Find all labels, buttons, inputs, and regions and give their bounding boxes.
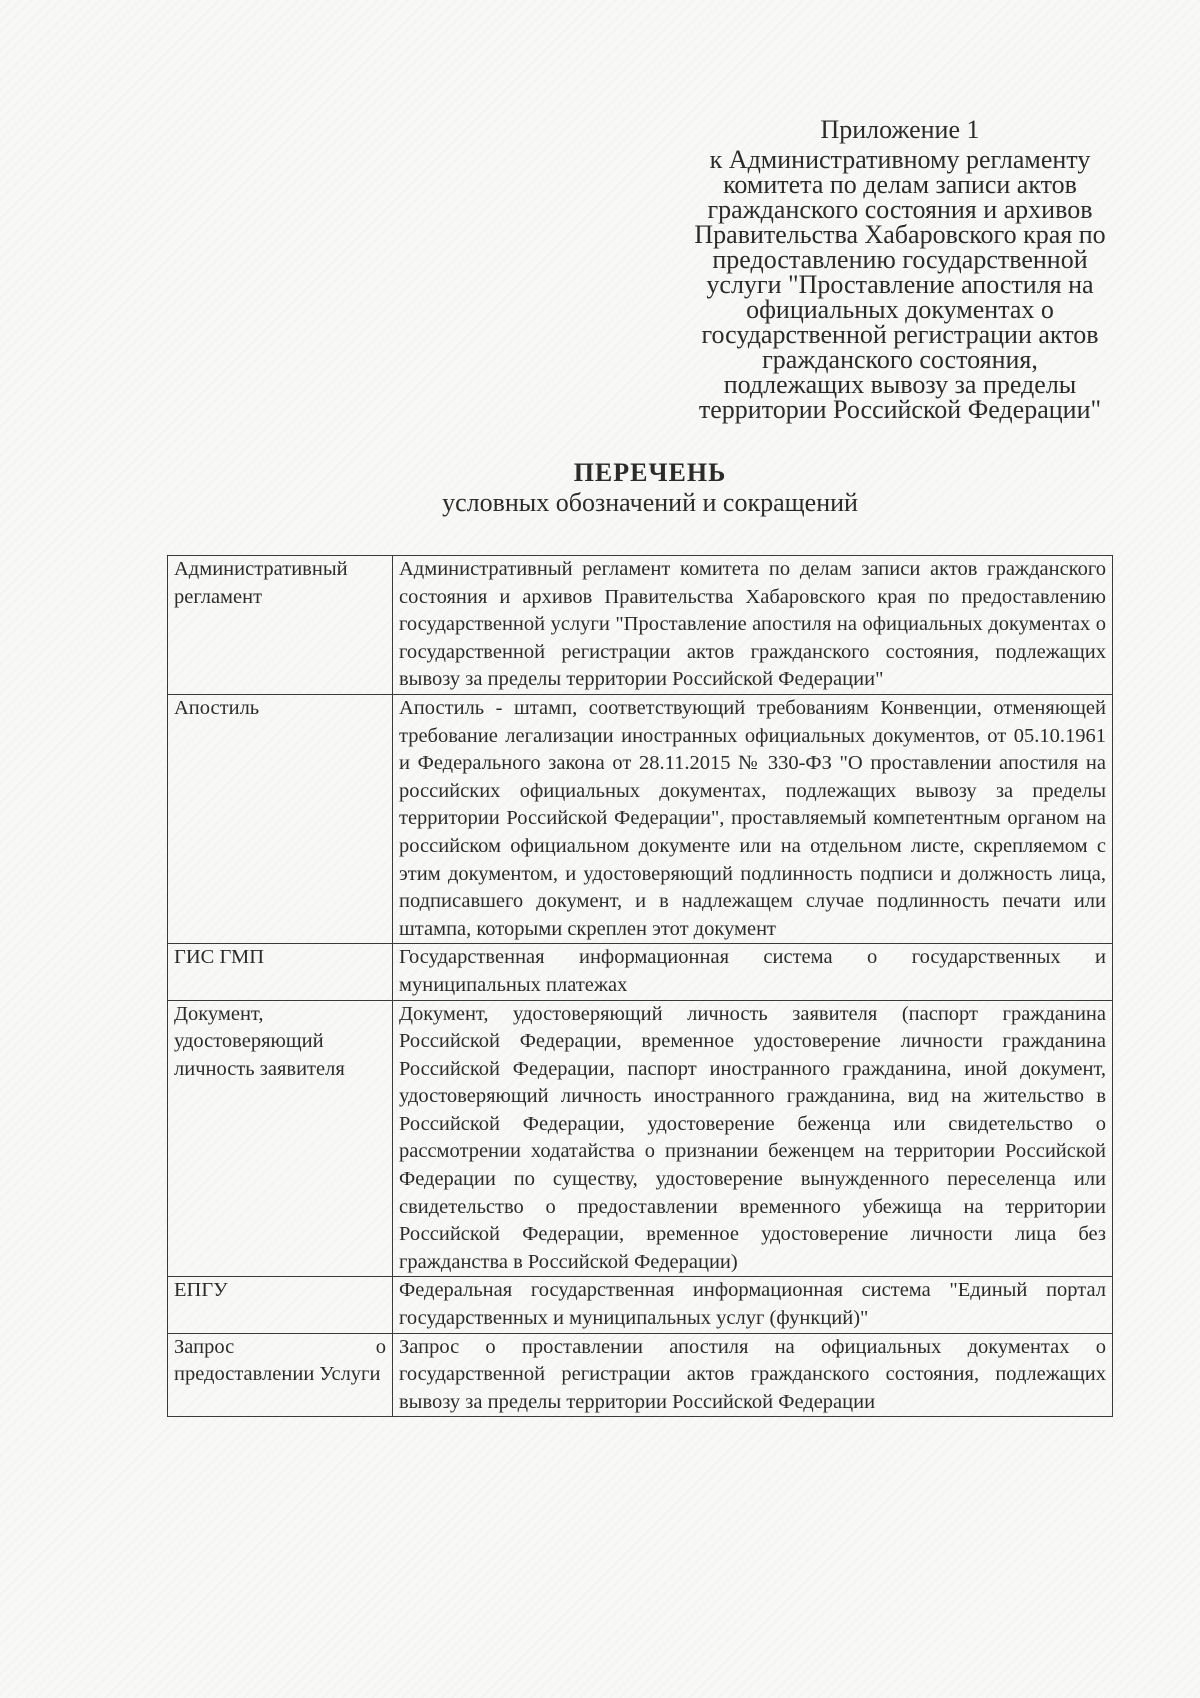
appendix-number: Приложение 1 — [820, 115, 980, 144]
definition-cell: Апостиль - штамп, соответствующий требованиям Конвенции, отменяющей требование легализации иностранных официальных документов, от 05.10.1961 и Федерального закона от 28.11.2015 № 330-ФЗ "О проставлении апостиля на российских официальных документах, подлежащих вывозу за пределы территории Российской Федерации", проставляемый компетентным органом на российском официальном документе или на отдельном листе, скрепляемом с этим документом, и удостоверяющий подлинность подписи и должность лица, подписавшего документ, и в надлежащем случае подлинность печати или штампа, которыми скреплен этот документ — [393, 694, 1113, 943]
appendix-line: территории Российской Федерации" — [698, 395, 1102, 424]
appendix-line: государственной регистрации актов — [701, 320, 1099, 349]
appendix-line: гражданского состояния и архивов — [707, 195, 1093, 224]
definition-cell: Административный регламент комитета по делам записи актов гражданского состояния и архивов Правительства Хабаровского края по предоставлению государственной услуги "Проставление апостиля на официальных документах о государственной регистрации актов гражданского состояния, подлежащих вывозу за пределы территории Российской Федерации" — [393, 556, 1113, 695]
appendix-block — [660, 117, 1140, 422]
definition-cell: Федеральная государственная информационная система "Единый портал государственных и муниципальных услуг (функций)" — [393, 1277, 1113, 1333]
document-title: ПЕРЕЧЕНЬ — [573, 458, 727, 487]
definition-cell: Государственная информационная система о государственных и муниципальных платежах — [393, 944, 1113, 1000]
definition-cell: Документ, удостоверяющий личность заявителя (паспорт гражданина Российской Федерации, временное удостоверение личности гражданина Российской Федерации, паспорт иностранного гражданина, иной документ, удостоверяющий личность иностранного гражданина, вид на жительство в Российской Федерации, удостоверение беженца или свидетельство о рассмотрении ходатайства о признании беженцем на территории Российской Федерации по существу, удостоверение вынужденного переселенца или свидетельство о предоставлении временного убежища на территории Российской Федерации, временное удостоверение личности лица без гражданства в Российской Федерации) — [393, 1000, 1113, 1277]
heading-block — [330, 458, 970, 518]
appendix-line: подлежащих вывозу за пределы — [723, 370, 1077, 399]
table-row — [168, 556, 1113, 695]
term-cell: Запрос о предоставлении Услуги — [168, 1333, 393, 1417]
table-row — [168, 1277, 1113, 1333]
term-cell: Административный регламент — [168, 556, 393, 695]
appendix-line: официальных документах о — [746, 295, 1054, 324]
table-row — [168, 1333, 1113, 1417]
appendix-line: Правительства Хабаровского края по — [694, 220, 1106, 249]
appendix-line: услуги "Проставление апостиля на — [706, 270, 1094, 299]
term-cell: Документ, удостоверяющий личность заявителя — [168, 1000, 393, 1277]
definition-cell: Запрос о проставлении апостиля на официальных документах о государственной регистрации актов гражданского состояния, подлежащих вывозу за пределы территории Российской Федерации — [393, 1333, 1113, 1417]
abbreviations-table — [167, 555, 1113, 1417]
table-row — [168, 1000, 1113, 1277]
term-cell: ЕПГУ — [168, 1277, 393, 1333]
table-row — [168, 694, 1113, 943]
appendix-line: предоставлению государственной — [712, 245, 1088, 274]
term-cell: ГИС ГМП — [168, 944, 393, 1000]
appendix-line: гражданского состояния, — [762, 345, 1038, 374]
appendix-line: к Административному регламенту — [709, 145, 1091, 174]
table-row — [168, 944, 1113, 1000]
document-subtitle: условных обозначений и сокращений — [442, 488, 858, 517]
appendix-line: комитета по делам записи актов — [723, 170, 1077, 199]
term-cell: Апостиль — [168, 694, 393, 943]
